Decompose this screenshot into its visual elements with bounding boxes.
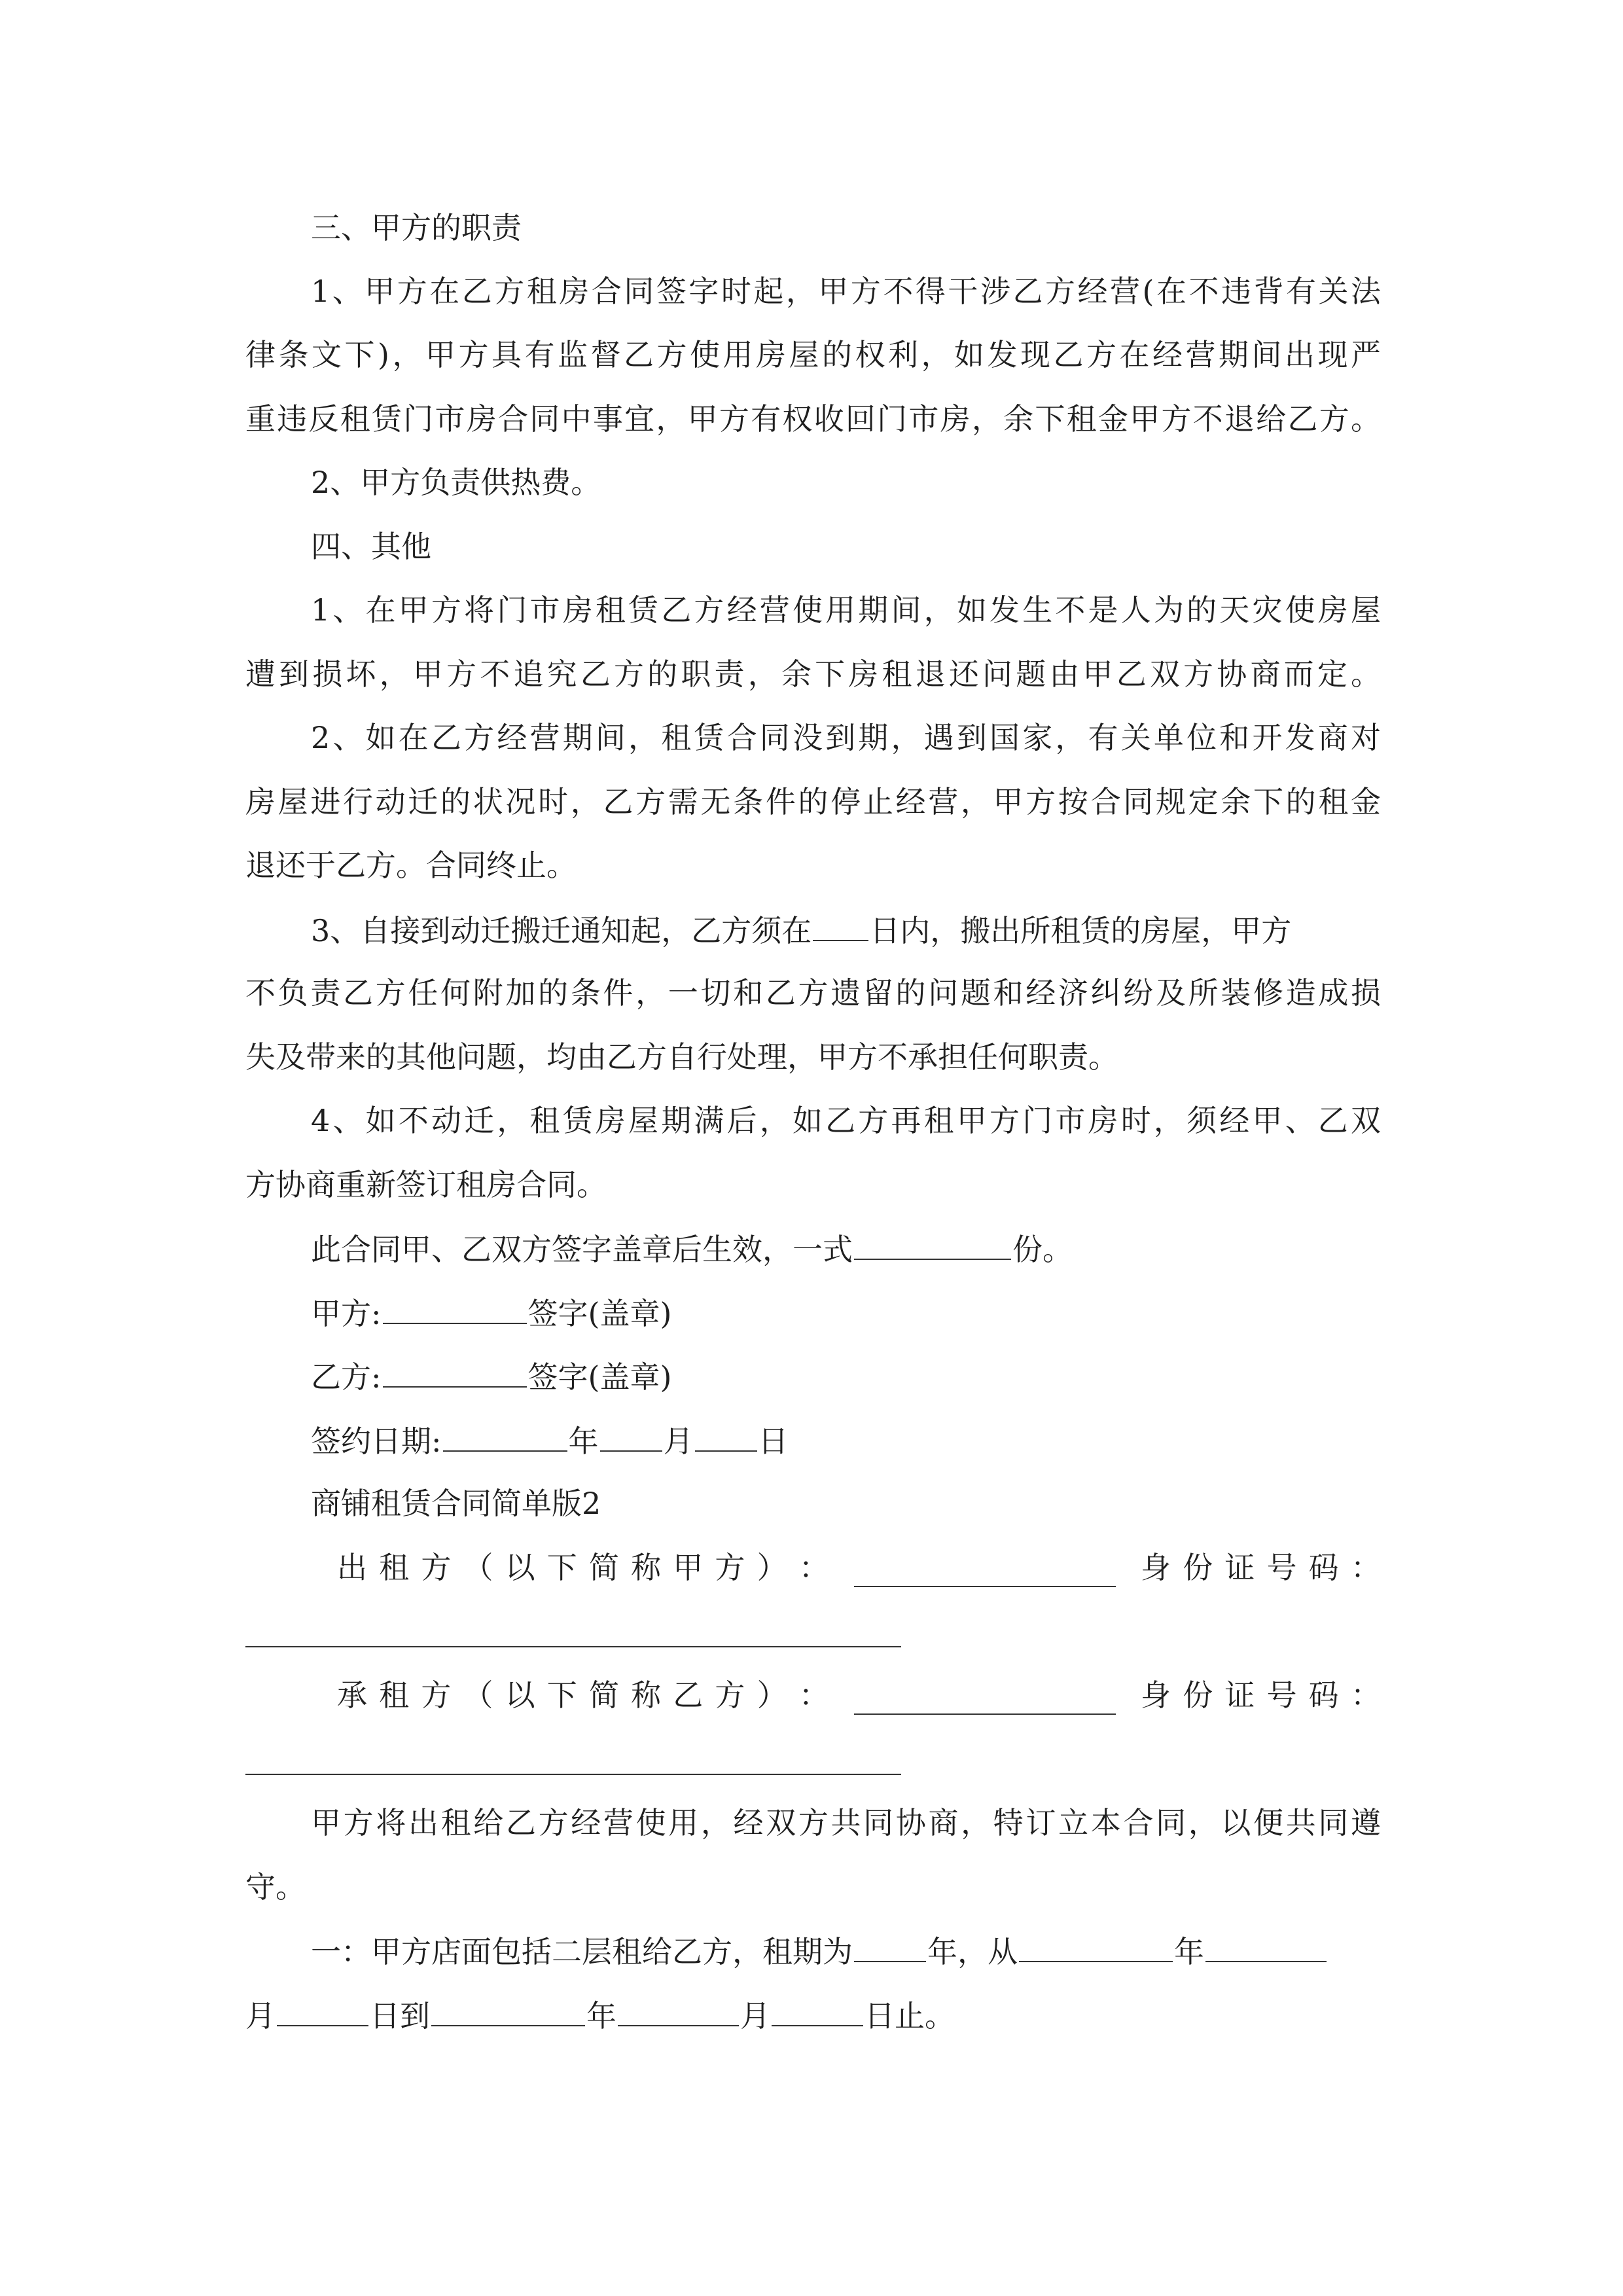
section-3-item-1-line-2: 律条文下)，甲方具有监督乙方使用房屋的权利，如发现乙方在经营期间出现严 <box>245 337 1381 372</box>
term-line-2 <box>245 1995 1381 2036</box>
lessor-char: 租 <box>379 1550 410 1585</box>
section-3-item-2: 2、甲方负责供热费。 <box>311 465 601 500</box>
party-b-label: 乙方: <box>311 1359 382 1395</box>
section-4-item-3-line-2: 不负责乙方任何附加的条件，一切和乙方遗留的问题和经济纠纷及所装修造成损 <box>245 975 1381 1011</box>
lessor-char: 以 <box>505 1550 535 1585</box>
intro-line-1: 甲方将出租给乙方经营使用，经双方共同协商，特订立本合同，以便共同遵 <box>311 1805 1381 1840</box>
date-month-blank[interactable] <box>600 1420 662 1452</box>
lessee-line <box>337 1676 1381 1715</box>
id-label-char: 证 <box>1224 1677 1255 1713</box>
section-4-item-1-line-2: 遭到损坏，甲方不追究乙方的职责，余下房租退还问题由甲乙双方协商而定。 <box>245 656 1381 692</box>
copies-line <box>311 1229 1381 1269</box>
lessee-char: 乙 <box>673 1677 704 1713</box>
section-4-item-1-line-1: 1、在甲方将门市房租赁乙方经营使用期间，如发生不是人为的天灾使房屋 <box>311 592 1381 628</box>
section-4-item-2-line-3: 退还于乙方。合同终止。 <box>245 848 577 883</box>
date-month-unit: 月 <box>663 1424 694 1459</box>
lessor-char: 称 <box>631 1550 662 1585</box>
lessor-name-blank[interactable] <box>854 1556 1116 1587</box>
term-text-f: 年 <box>586 1998 616 2034</box>
id-label-char: 码 <box>1308 1550 1339 1585</box>
term-text-e: 日到 <box>370 1998 430 2034</box>
start-day-blank[interactable] <box>277 1995 368 2026</box>
id-label-char: 号 <box>1266 1677 1297 1713</box>
start-month-blank[interactable] <box>1205 1931 1327 1962</box>
lessor-char: 出 <box>337 1550 367 1585</box>
lessee-char: 承 <box>337 1677 367 1713</box>
section-3-item-1-line-1: 1、甲方在乙方租房合同签字时起，甲方不得干涉乙方经营(在不违背有关法 <box>311 274 1381 309</box>
lessor-char: 简 <box>588 1550 619 1585</box>
lessee-char: 方 <box>715 1677 745 1713</box>
section-4-heading: 四、其他 <box>311 529 431 564</box>
copies-suffix: 份。 <box>1012 1232 1073 1267</box>
term-line-1 <box>311 1931 1381 1971</box>
section-4-item-3-line-1 <box>311 910 1381 950</box>
party-b-signature-line <box>311 1356 1381 1397</box>
date-year-blank[interactable] <box>443 1420 567 1452</box>
section-4-item-2-line-1: 2、如在乙方经营期间，租赁合同没到期，遇到国家，有关单位和开发商对 <box>311 720 1381 755</box>
section-3-item-1-line-3: 重违反租赁门市房合同中事宜，甲方有权收回门市房，余下租金甲方不退给乙方。 <box>245 401 1381 437</box>
party-b-sign: 签字(盖章) <box>527 1359 672 1395</box>
lessor-char: ： <box>798 1550 829 1585</box>
term-text-d: 月 <box>245 1998 276 2034</box>
date-label: 签约日期: <box>311 1424 442 1459</box>
id-label-char: 号 <box>1266 1550 1297 1585</box>
lessor-char: 方 <box>421 1550 452 1585</box>
section-3-heading: 三、甲方的职责 <box>311 210 522 245</box>
id-label-char: 码 <box>1308 1677 1339 1713</box>
term-text-b: 年，从 <box>927 1934 1018 1969</box>
date-day-unit: 日 <box>758 1424 789 1459</box>
lessee-char: 称 <box>631 1677 662 1713</box>
section-4-item-2-line-2: 房屋进行动迁的状况时，乙方需无条件的停止经营，甲方按合同规定余下的租金 <box>245 784 1381 819</box>
lessor-char: 方 <box>715 1550 745 1585</box>
id-label-char: ： <box>1350 1550 1381 1585</box>
lessor-char: 下 <box>546 1550 577 1585</box>
effect-text: 此合同甲、乙双方签字盖章后生效，一式 <box>311 1232 853 1267</box>
days-blank[interactable] <box>813 910 868 941</box>
party-a-signature-line <box>311 1293 1381 1333</box>
item-3-text-b: 日内，搬出所租赁的房屋，甲方 <box>870 913 1292 948</box>
term-text-h: 日止。 <box>865 1998 955 2034</box>
id-label-char: 证 <box>1224 1550 1255 1585</box>
lessor-char: 甲 <box>673 1550 704 1585</box>
copies-blank[interactable] <box>854 1229 1011 1260</box>
term-text-a: 一：甲方店面包括二层租给乙方，租期为 <box>311 1934 853 1969</box>
party-b-blank[interactable] <box>383 1356 527 1388</box>
lessor-line <box>337 1548 1381 1587</box>
lessee-char: ： <box>798 1677 829 1713</box>
lessor-char: ） <box>757 1550 787 1585</box>
lessee-char: 简 <box>588 1677 619 1713</box>
item-3-text-a: 3、自接到动迁搬迁通知起，乙方须在 <box>311 913 812 948</box>
party-a-blank[interactable] <box>383 1293 527 1324</box>
lessor-char: （ <box>463 1550 493 1585</box>
term-text-c: 年 <box>1174 1934 1204 1969</box>
term-text-g: 月 <box>740 1998 770 2034</box>
lessor-id-blank[interactable] <box>245 1646 901 1647</box>
end-month-blank[interactable] <box>618 1995 739 2026</box>
end-year-blank[interactable] <box>431 1995 585 2026</box>
lessee-char: （ <box>463 1677 493 1713</box>
section-4-item-4-line-2: 方协商重新签订租房合同。 <box>245 1167 607 1202</box>
intro-line-2: 守。 <box>245 1869 306 1905</box>
party-a-sign: 签字(盖章) <box>527 1296 672 1331</box>
end-day-blank[interactable] <box>772 1995 863 2026</box>
lessee-char: 下 <box>546 1677 577 1713</box>
start-year-blank[interactable] <box>1019 1931 1173 1962</box>
sign-date-line <box>311 1420 1381 1461</box>
contract-2-title: 商铺租赁合同简单版2 <box>311 1486 601 1521</box>
lessee-id-blank[interactable] <box>245 1774 901 1775</box>
lessee-name-blank[interactable] <box>854 1683 1116 1715</box>
id-label-char: 身 <box>1141 1677 1171 1713</box>
date-day-blank[interactable] <box>695 1420 757 1452</box>
id-label-char: 身 <box>1141 1550 1171 1585</box>
section-4-item-3-line-3: 失及带来的其他问题，均由乙方自行处理，甲方不承担任何职责。 <box>245 1039 1118 1075</box>
lessee-char: 租 <box>379 1677 410 1713</box>
party-a-label: 甲方: <box>311 1296 382 1331</box>
lessee-char: ） <box>757 1677 787 1713</box>
id-label-char: 份 <box>1183 1550 1213 1585</box>
id-label-char: 份 <box>1183 1677 1213 1713</box>
id-label-char: ： <box>1350 1677 1381 1713</box>
section-4-item-4-line-1: 4、如不动迁，租赁房屋期满后，如乙方再租甲方门市房时，须经甲、乙双 <box>311 1103 1381 1138</box>
lessee-char: 以 <box>505 1677 535 1713</box>
term-years-blank[interactable] <box>854 1931 926 1962</box>
lessee-char: 方 <box>421 1677 452 1713</box>
date-year-unit: 年 <box>568 1424 599 1459</box>
